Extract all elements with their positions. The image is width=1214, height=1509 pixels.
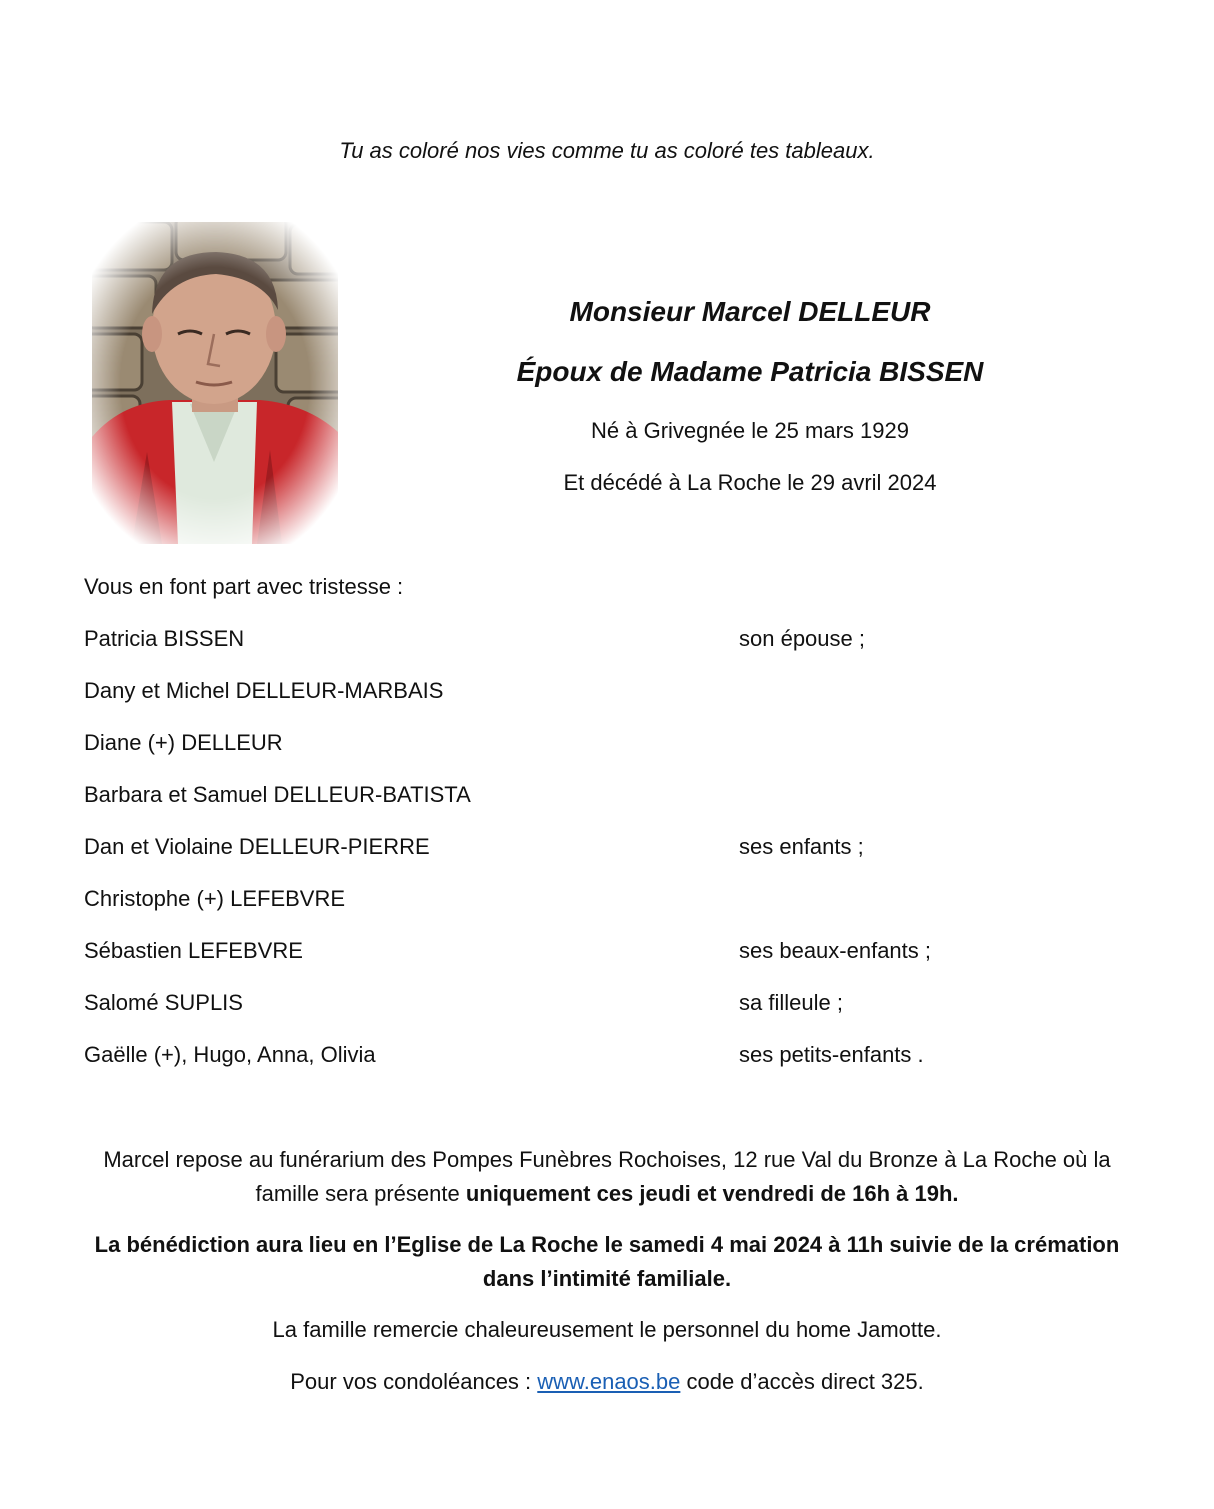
family-list xyxy=(84,626,1144,1094)
condolences-prefix: Pour vos condoléances : xyxy=(290,1369,538,1394)
visitation-hours: uniquement ces jeudi et vendredi de 16h à 19h. xyxy=(465,1181,959,1206)
visitation-paragraph xyxy=(70,1143,1144,1211)
family-member: Diane (+) DELLEUR xyxy=(84,730,283,755)
deceased-name: Monsieur Marcel DELLEUR xyxy=(569,296,931,327)
condolences-link[interactable]: www.enaos.be xyxy=(537,1369,681,1394)
family-row xyxy=(84,1042,1144,1094)
family-row xyxy=(84,626,1144,678)
family-row xyxy=(84,834,1144,886)
family-row xyxy=(84,678,1144,730)
family-member: Sébastien LEFEBVRE xyxy=(84,938,303,963)
family-member: Barbara et Samuel DELLEUR-BATISTA xyxy=(84,782,471,807)
family-row xyxy=(84,886,1144,938)
ceremony-paragraph: La bénédiction aura lieu en l’Eglise de La Roche le samedi 4 mai 2024 à 11h suivie de la crémation dans l’intimité familiale. xyxy=(94,1232,1120,1291)
family-member: Christophe (+) LEFEBVRE xyxy=(84,886,346,911)
family-relation: ses petits-enfants . xyxy=(739,1042,924,1067)
family-row xyxy=(84,938,1144,990)
family-member: Patricia BISSEN xyxy=(84,626,245,651)
thanks-paragraph: La famille remercie chaleureusement le personnel du home Jamotte. xyxy=(272,1317,942,1342)
epigraph-quote: Tu as coloré nos vies comme tu as coloré tes tableaux. xyxy=(339,138,875,163)
birth-line: Né à Grivegnée le 25 mars 1929 xyxy=(591,418,909,443)
family-member: Dany et Michel DELLEUR-MARBAIS xyxy=(84,678,444,703)
condolences-suffix: code d’accès direct 325. xyxy=(680,1369,924,1394)
family-row xyxy=(84,730,1144,782)
spouse-line: Époux de Madame Patricia BISSEN xyxy=(516,356,984,387)
family-member: Salomé SUPLIS xyxy=(84,990,243,1015)
family-relation: ses enfants ; xyxy=(739,834,864,859)
condolences-paragraph xyxy=(70,1365,1144,1399)
family-relation: sa filleule ; xyxy=(739,990,843,1015)
visitation-text: Marcel repose au funérarium des Pompes Funèbres Rochoises, 12 rue Val du Bronze à La Roche où la famille sera présente xyxy=(103,1147,1111,1206)
family-row xyxy=(84,990,1144,1042)
family-relation: son épouse ; xyxy=(739,626,865,651)
family-member: Gaëlle (+), Hugo, Anna, Olivia xyxy=(84,1042,376,1067)
death-line: Et décédé à La Roche le 29 avril 2024 xyxy=(563,470,937,495)
family-relation: ses beaux-enfants ; xyxy=(739,938,932,963)
family-member: Dan et Violaine DELLEUR-PIERRE xyxy=(84,834,430,859)
announcement-intro: Vous en font part avec tristesse : xyxy=(84,574,404,599)
family-row xyxy=(84,782,1144,834)
portrait-photo xyxy=(92,222,338,544)
